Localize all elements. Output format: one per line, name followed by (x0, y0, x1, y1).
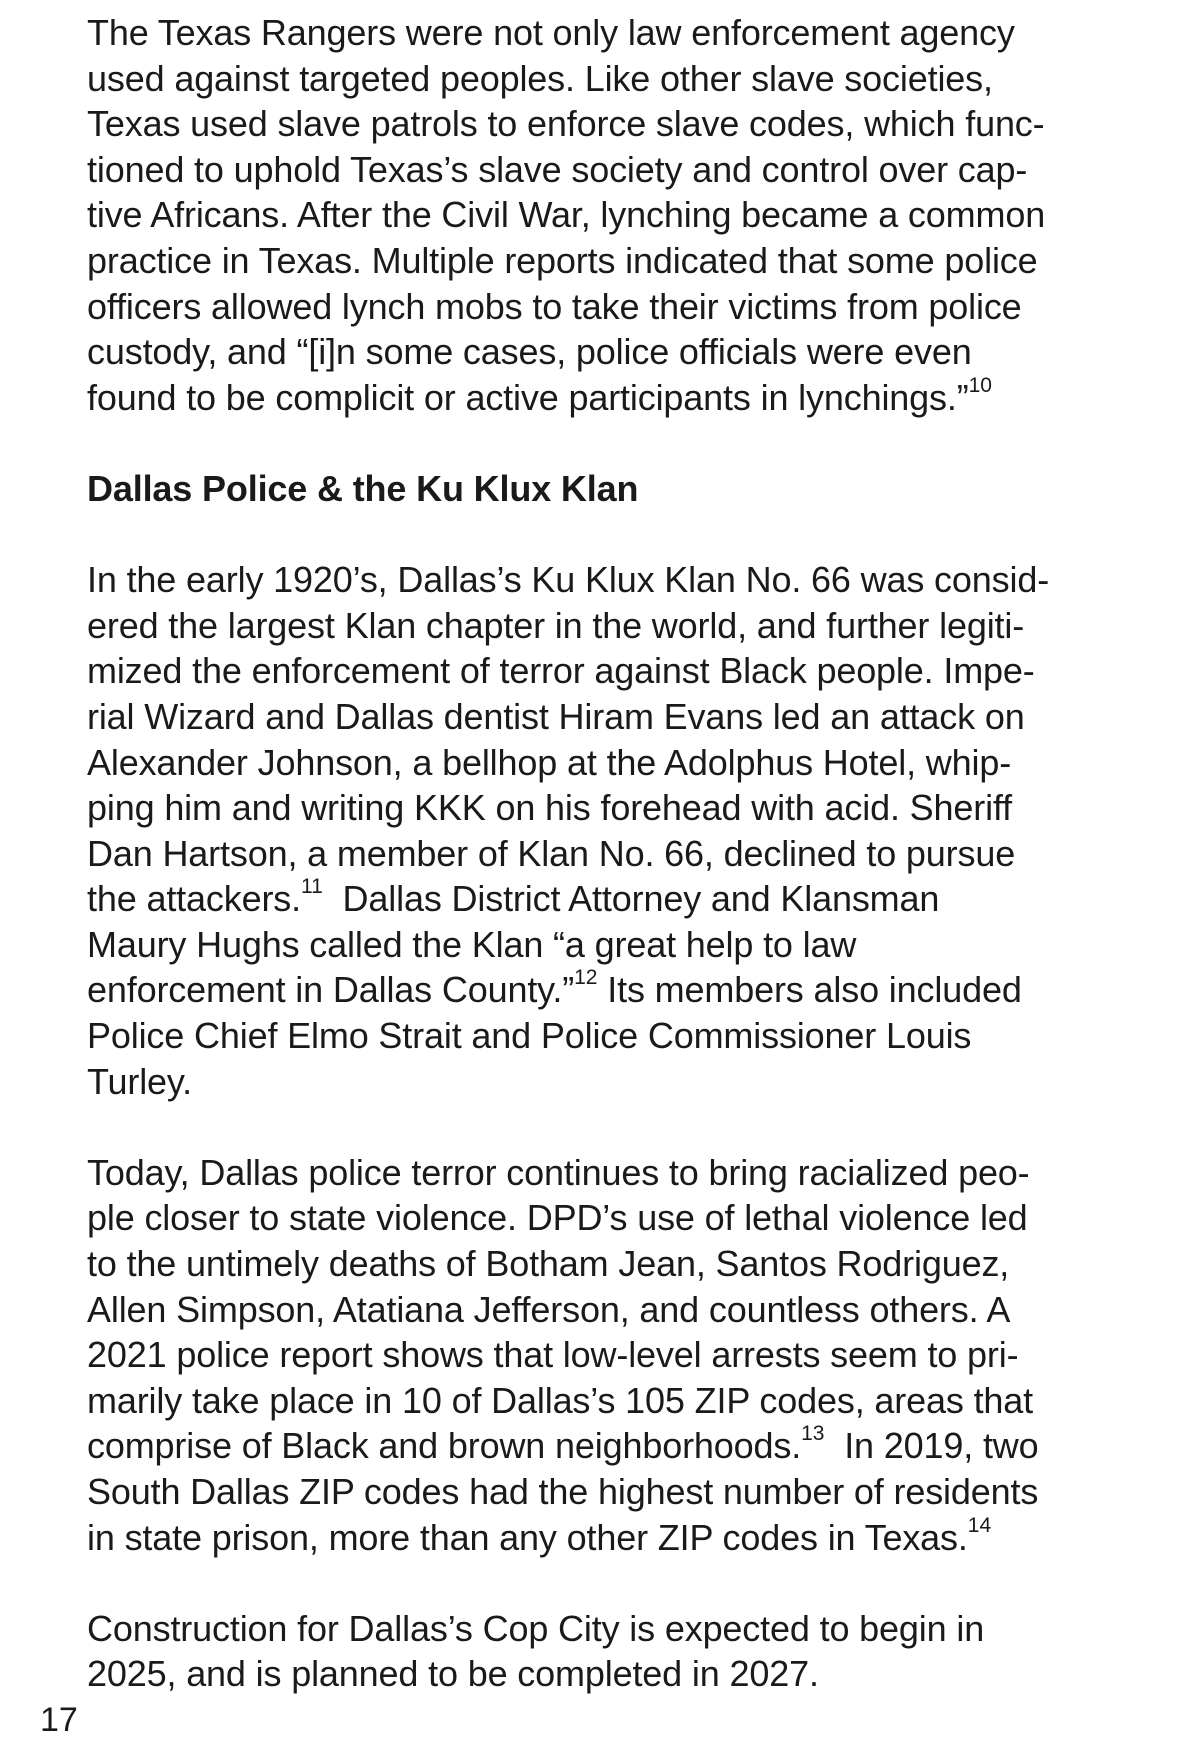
text-line: ping him and writing KKK on his forehead with acid. Sheriff (87, 787, 1013, 829)
section-heading: Dallas Police & the Ku Klux Klan (87, 467, 639, 509)
footnote-marker: 11 (301, 875, 323, 899)
footnote-marker: 12 (574, 966, 598, 990)
text-line: officers allowed lynch mobs to take their victims from police (87, 285, 1022, 327)
text-line: In the early 1920’s, Dallas’s Ku Klux Klan No. 66 was consid- (87, 559, 1050, 601)
text-line: Turley. (87, 1060, 192, 1102)
text-line: custody, and “[i]n some cases, police officials were even (87, 331, 972, 373)
line-text: comprise of Black and brown neighborhoods. (87, 1425, 802, 1467)
text-line (87, 876, 1127, 922)
text-line: mized the enforcement of terror against Black people. Impe- (87, 650, 1035, 692)
paragraph-today (87, 1150, 1127, 1560)
text-line: Allen Simpson, Atatiana Jefferson, and countless others. A (87, 1288, 1011, 1330)
line-text: the attackers. (87, 878, 302, 920)
text-line: practice in Texas. Multiple reports indicated that some police (87, 239, 1038, 281)
line-text: found to be complicit or active participants in lynchings.” (87, 376, 969, 418)
text-line: Texas used slave patrols to enforce slave codes, which func- (87, 103, 1045, 145)
text-line: ered the largest Klan chapter in the world, and further legiti- (87, 604, 1025, 646)
text-line: Maury Hughs called the Klan “a great help to law (87, 923, 857, 965)
text-line: Construction for Dallas’s Cop City is expected to begin in (87, 1607, 985, 1649)
text-line (87, 1515, 1127, 1561)
text-line (87, 375, 1127, 421)
text-line (87, 967, 1127, 1013)
footnote-marker: 14 (967, 1513, 992, 1537)
line-text: enforcement in Dallas County.” (87, 969, 575, 1011)
line-text: in state prison, more than any other ZIP codes in Texas. (87, 1516, 968, 1558)
text-line: tive Africans. After the Civil War, lynching became a common (87, 194, 1046, 236)
text-line: 2021 police report shows that low-level arrests seem to pri- (87, 1334, 1019, 1376)
paragraph-cop-city (87, 1606, 1127, 1697)
page-content (87, 10, 1127, 1697)
text-line: tioned to uphold Texas’s slave society and control over cap- (87, 148, 1028, 190)
text-line: Police Chief Elmo Strait and Police Commissioner Louis (87, 1015, 972, 1057)
text-line (87, 1423, 1127, 1469)
text-line: The Texas Rangers were not only law enforcement agency (87, 12, 1015, 53)
text-line: Alexander Johnson, a bellhop at the Adolphus Hotel, whip- (87, 741, 1012, 783)
text-line: Dan Hartson, a member of Klan No. 66, declined to pursue (87, 832, 1016, 874)
footnote-marker: 13 (801, 1422, 825, 1446)
page-number: 17 (40, 1701, 78, 1739)
text-line: used against targeted peoples. Like other slave societies, (87, 57, 993, 99)
line-text: Dallas District Attorney and Klansman (322, 878, 940, 920)
text-line: Today, Dallas police terror continues to bring racialized peo- (87, 1151, 1030, 1193)
line-text: Its members also included (597, 969, 1022, 1011)
paragraph-rangers (87, 10, 1127, 420)
text-line: ple closer to state violence. DPD’s use of lethal violence led (87, 1197, 1028, 1239)
line-text: In 2019, two (824, 1425, 1039, 1467)
text-line: South Dallas ZIP codes had the highest number of residents (87, 1471, 1039, 1512)
text-line: 2025, and is planned to be completed in 2027. (87, 1653, 819, 1695)
text-line: marily take place in 10 of Dallas’s 105 ZIP codes, areas that (87, 1379, 1034, 1421)
text-line: rial Wizard and Dallas dentist Hiram Evans led an attack on (87, 695, 1025, 737)
paragraph-klan (87, 557, 1127, 1104)
text-line: to the untimely deaths of Botham Jean, Santos Rodriguez, (87, 1243, 1010, 1285)
footnote-marker: 10 (968, 373, 992, 397)
